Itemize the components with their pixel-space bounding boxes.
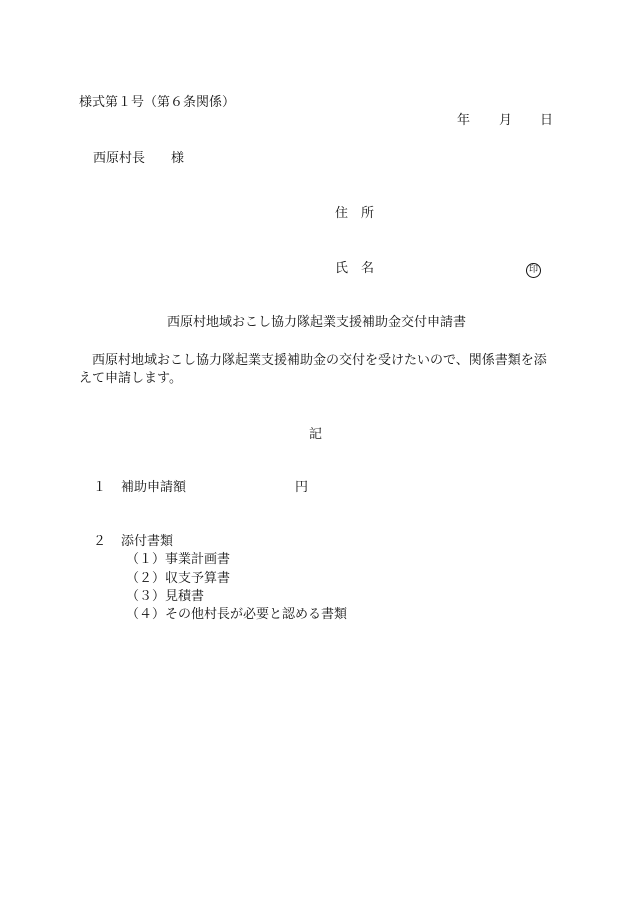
item2-number: ２	[93, 534, 107, 549]
name-label: 氏 名	[335, 261, 375, 276]
body-text: 西原村地域おこし協力隊起業支援補助金の交付を受けたいので、関係書類を添えて申請します。	[79, 353, 547, 386]
attachment-item: （１）事業計画書	[126, 552, 231, 567]
item1-label: 補助申請額	[121, 480, 187, 495]
date-year-label: 年	[457, 113, 471, 128]
item2-label: 添付書類	[121, 534, 174, 549]
recipient: 西原村長 様	[93, 151, 185, 166]
seal-icon: 印	[526, 263, 541, 278]
date-day-label: 日	[540, 113, 554, 128]
attachment-item: （２）収支予算書	[126, 571, 231, 586]
item1-number: １	[93, 480, 107, 495]
address-label: 住 所	[335, 206, 375, 221]
item1-unit: 円	[295, 480, 309, 495]
form-number: 様式第１号（第６条関係）	[79, 95, 236, 110]
seal-mark	[526, 262, 541, 278]
document-title: 西原村地域おこし協力隊起業支援補助金交付申請書	[167, 315, 467, 330]
attachment-item: （３）見積書	[126, 589, 205, 604]
attachment-item: （４）その他村長が必要と認める書類	[126, 607, 348, 622]
date-month-label: 月	[499, 113, 513, 128]
ki-heading: 記	[309, 427, 323, 442]
